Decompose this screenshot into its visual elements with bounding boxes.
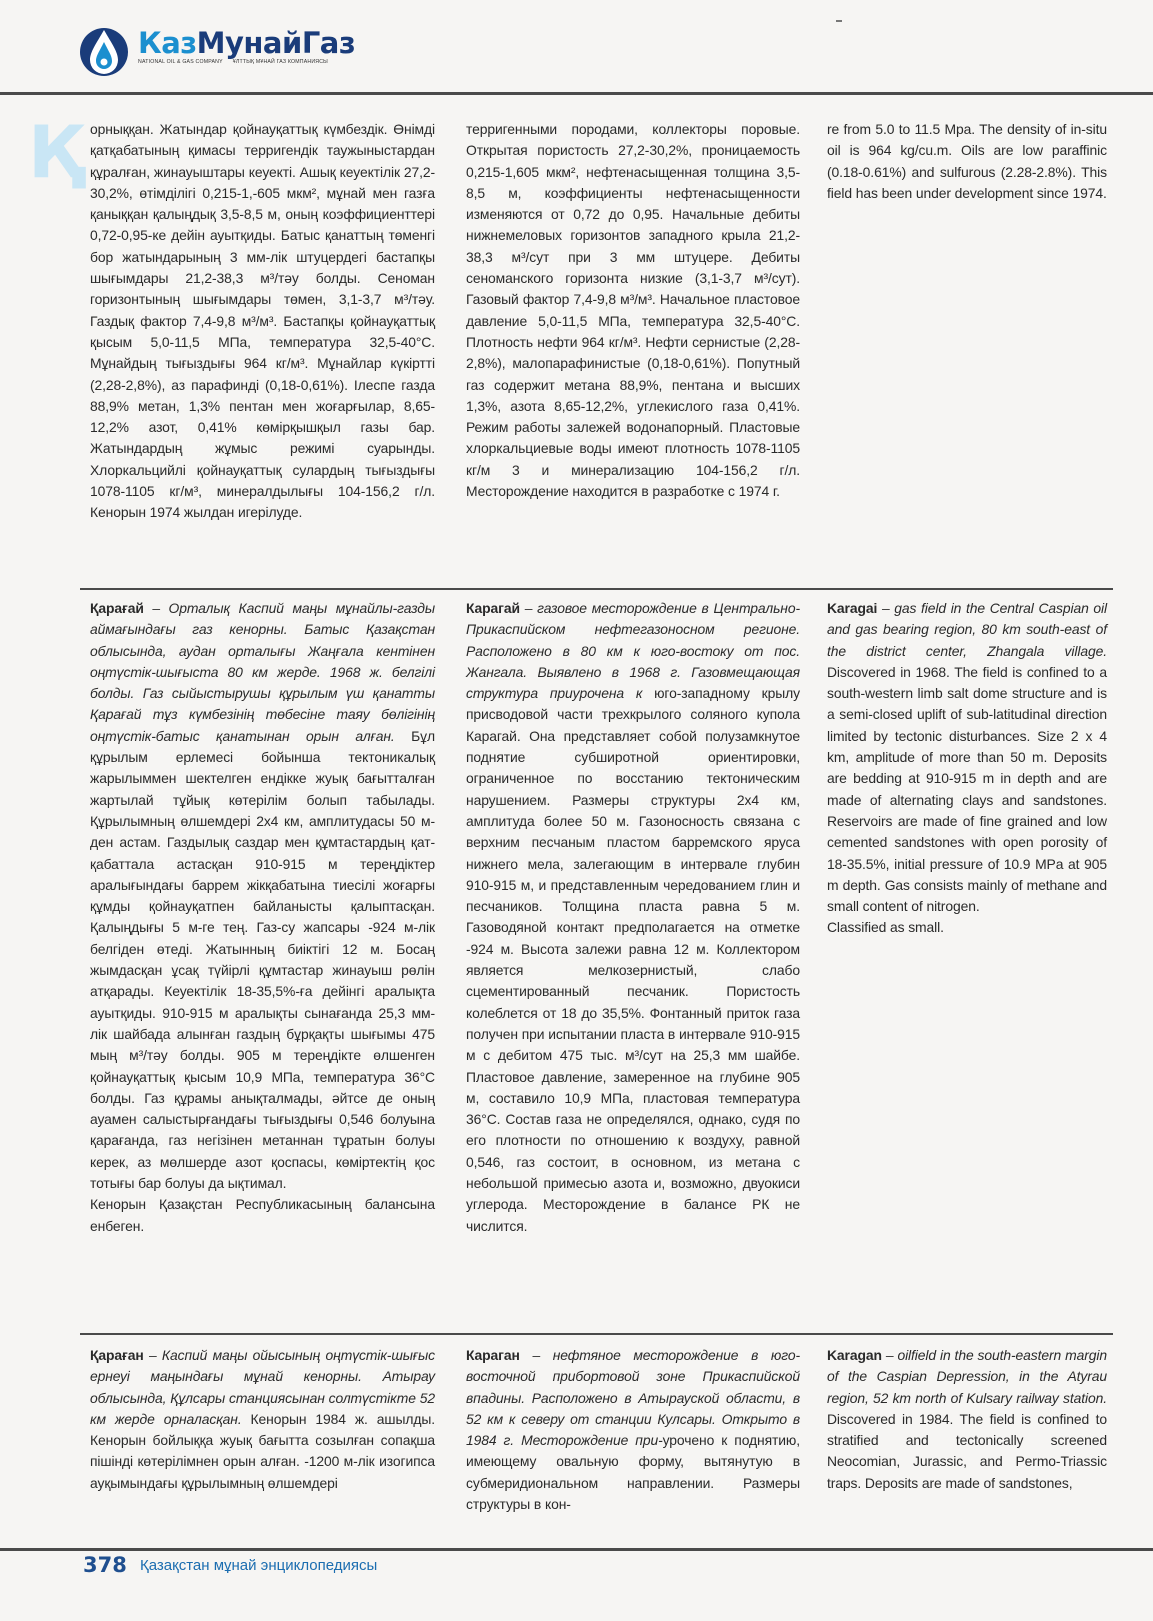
logo-subtitle bbox=[138, 59, 355, 65]
entry-intro-kz: – Орталық Каспий маңы мұнайлы-газды аймағындағы газ кенорны. Батыс Қазақстан облысында, аудан орталығы Жаңғала кентінен оңтүстік-шығыста 80 км жерде. 1968 ж. белгілі болды. Газ сыйыстырушы құрылым үш қанатты Қарағай тұз күмбезінің төбесіне таяу бөлігінің оңтүстік-батыс қанатынан орын алған. bbox=[90, 600, 435, 744]
entry-intro-en: – gas field in the Central Caspian oil and gas bearing region, 80 km south-east of the district center, Zhangala village. bbox=[827, 600, 1107, 659]
section1-ru-text: терригенными породами, коллекторы поровые. Открытая пористость 27,2-30,2%, проницаемость 0,215-1,605 мкм², нефтенасыщенная толщина 3,5-8,5 м, коэффициенты нефтенасыщенности изменяются от 0,72 до 0,95. Начальные дебиты нижнемеловых горизонтов западного крыла 21,2-38,3 м³/сут при 3 мм штуцере. Дебиты сеноманского горизонта низкие (3,1-3,7 м³/сут). Газовый фактор 7,4-9,8 м³/м³. Начальное пластовое давление 5,0-11,5 МПа, температура 32,5-40°С. Плотность нефти 964 кг/м³. Нефти сернистые (2,28-2,8%), малопарафинистые (0,18-0,61%). Попутный газ содержит метана 88,9%, пентана и высших 1,3%, азота 8,65-12,2%, углекислого газа 0,41%. Режим работы залежей водонапорный. Пластовые хлоркальциевые воды имеют плотность 1078-1105 кг/м 3 и минерализацию 104-156,2 г/л. Месторождение находится в разработке с 1974 г. bbox=[466, 121, 800, 500]
entry-body-ru: юго-западному крылу присводовой части трехкрылого соляного купола Карагай. Она представляет собой полузамкнутое поднятие субширотной ориентировки, ограниченное по восстанию тектоническим нарушением. Размеры структуры 2х4 км, амплитуда более 50 м. Газоносность связана с верхним песчаным пластом барремского яруса нижнего мела, залегающим в интервале глубин 910-915 м, и представленным чередованием глин и песчаников. Толщина пласта равна 5 м. Газоводяной контакт предполагается на отметке -924 м. Высота залежи равна 12 м. Коллектором является мелкозернистый, слабо сцементированный песчаник. Пористость колеблется от 18 до 35,5%. Фонтанный приток газа получен при испытании пласта в интервале 910-915 м с дебитом 475 тыс. м³/сут на 25,3 мм шайбе. Пластовое давление, замеренное на глубине 905 м, составило 10,9 МПа, пластовая температура 36°С. Состав газа не определялся, однако, судя по его плотности по отношению к воздуху, равной 0,546, газ состоит, в основном, из метана с небольшой примесью азота и, возможно, двуокиси углерода. Месторождение в балансе РК не числится. bbox=[466, 685, 800, 1234]
section3-en-entry bbox=[827, 1345, 1107, 1494]
logo-subtitle-kz: ҰЛТТЫҚ МҰНАЙ ГАЗ КОМПАНИЯСЫ bbox=[232, 59, 328, 65]
entry-note-en: Classified as small. bbox=[827, 919, 944, 936]
header-rule bbox=[0, 92, 1153, 95]
section2-kz-entry bbox=[90, 598, 435, 1237]
entry-title-karagan-en: Karagan bbox=[827, 1347, 882, 1363]
entry-body-kz: Бұл құрылым ерлемесі бойынша тектоникалық жарылыммен шектелген ендікке жуық бағытталған жартылай тұйық көтерілім болып табылады. Құрылымның өлшемдері 2х4 км, амплитудасы 50 м-ден астам. Газдылық саздар мен құмтастардың қат-қабаттала астасқан 910-915 м тереңдіктер аралығындағы баррем жікқабатына тиесілі жоғарғы құмды қойнауқатпен байланысты қалыптасқан. Қалыңдығы 5 м-ге тең. Газ-су жапсары -924 м-лік белгіден өтеді. Жатынның биіктігі 12 м. Босаң жымдасқан ұсақ түйірлі құмтастар жинауыш рөлін атқарады. Кеуектілік 18-35,5%-ға дейінгі аралықта ауытқиды. 910-915 м аралықты сынағанда 25,3 мм-лік шайбада алынған газдың бұрқақты шығымы 475 мың м³/тәу болды. 905 м тереңдікте өлшенген қойнауқаттық қысым 10,9 МПа, температура 36°С болды. Газ құрамы анықталмады, әйтсе де оның ауамен салыстырғандағы тығыздығы 0,546 болуына қарағанда, газ негізінен метаннан тұратын болуы керек, аз мөлшерде азот қоспасы, көміртектің қос тотығы бар болуы да ықтимал. bbox=[90, 727, 435, 1192]
section3-ru-entry bbox=[466, 1345, 800, 1515]
entry-note-kz: Кенорын Қазақстан Республикасының балансына енбеген. bbox=[90, 1196, 435, 1234]
section2-en-entry bbox=[827, 598, 1107, 939]
entry-intro-ru: – газовое месторождение в Центрально-Прикаспийском нефтегазоносном регионе. Расположено в 80 км к юго-востоку от пос. Жангала. Выявлено в 1968 г. Газовмещающая структура приурочена к bbox=[466, 600, 800, 702]
entry-body-ru: урочено к поднятию, имеющему овальную форму, вытянутую в субмеридиональном направлении. Размеры структуры в кон- bbox=[466, 1432, 801, 1513]
page-number: 378 bbox=[83, 1553, 127, 1577]
logo-title-part1: Каз bbox=[138, 26, 197, 60]
logo-subtitle-en: NATIONAL OIL & GAS COMPANY bbox=[138, 59, 223, 65]
section1-kz-text: орныққан. Жатындар қойнауқаттық күмбездік. Өнімді қатқабатының қимасы терригендік таужыныстардан құралған, жинауыштары кеуекті. Ашық кеуектілік 27,2-30,2%, өтімділігі 0,215-1,-605 мкм², мұнай мен газға қаныққан қалыңдық 3,5-8,5 м, оның коэффициенттері 0,72-0,95-ке дейін ауытқиды. Батыс қанаттың төменгі бор жатындарының 3 мм-лік штуцердегі бастапқы шығымдары 21,2-38,3 м³/тәу болды. Сеноман горизонтының шығымдары төмен, 3,1-3,7 м³/тәу. Газдық фактор 7,4-9,8 м³/м³. Бастапқы қойнауқаттық қысым 5,0-11,5 МПа, температура 32,5-40°С. Мұнайдың тығыздығы 964 кг/м³. Мұнайлар күкіртті (2,28-2,8%), аз парафинді (0,18-0,61%). Ілеспе газда 88,9% метан, 1,3% пентан мен жоғарғылар, 8,65-12,2% азот, 0,41% көмірқышқыл газы бар. Жатындардың жұмыс режимі суарынды. Хлоркальцийлі қойнауқаттық сулардың тығыздығы 1078-1105 кг/м³, минералдылығы 104-156,2 г/л. Кенорын 1974 жылдан игерілуде. bbox=[90, 121, 435, 521]
section-divider bbox=[80, 1333, 1113, 1335]
footer-title: Қазақстан мұнай энциклопедиясы bbox=[140, 1557, 378, 1574]
scan-mark bbox=[836, 20, 842, 22]
section2-ru-entry bbox=[466, 598, 800, 1237]
logo-title-part2: МунайГаз bbox=[196, 26, 356, 60]
entry-body-en: Discovered in 1968. The field is confined to a south-western limb salt dome structure and is a semi-closed uplift of sub-latitudinal direction limited by tectonic disturbances. Size 2 x 4 km, amplitude of more than 50 m. Deposits are bedding at 910-915 m in depth and are made of alternating clays and sandstones. Reservoirs are made of fine grained and low cemented sandstones with open porosity of 18-35.5%, initial pressure of 10.9 MPa at 905 m depth. Gas consists mainly of methane and small content of nitrogen. bbox=[827, 663, 1107, 915]
entry-body-kz: Кенорын 1984 ж. ашылды. Кенорын бойлыққа жуық бағытта созылған сопақша пішінді көтерілімнен орын алған. -1200 м-лік изогипса ауқымындағы құрылымның өлшемдері bbox=[90, 1410, 435, 1491]
footer-rule bbox=[0, 1548, 1153, 1551]
entry-body-en: Discovered in 1984. The field is confined to stratified and tectonically screened Neocomian, Jurassic, and Permo-Triassic traps. Deposits are made of sandstones, bbox=[827, 1410, 1107, 1491]
entry-title-karagan-ru: Караган bbox=[466, 1347, 520, 1363]
logo-text bbox=[138, 28, 355, 65]
logo-title bbox=[138, 28, 355, 58]
section-divider bbox=[80, 588, 1113, 590]
entry-intro-ru: – нефтяное месторождение в юго-восточной прибортовой зоне Прикаспийской впадины. Расположено в Атырауской области, в 52 км к северу от станции Кулсары. Открыто в 1984 г. Месторождение при- bbox=[466, 1347, 800, 1449]
entry-intro-kz: – Каспий маңы ойысының оңтүстік-шығыс ернеуі маңындағы мұнай кенорны. Атырау облысында, Құлсары станциясынан солтүстікте 52 км жерде орналасқан. bbox=[90, 1347, 435, 1427]
entry-title-karagai-ru: Карагай bbox=[466, 600, 520, 616]
entry-title-karagai-en: Karagai bbox=[827, 600, 878, 616]
watermark-letter: Қ bbox=[28, 110, 84, 194]
entry-title-karagan-kz: Қараған bbox=[90, 1347, 144, 1363]
section3-kz-entry bbox=[90, 1345, 435, 1494]
entry-title-karagai-kz: Қарағай bbox=[90, 600, 144, 616]
oil-drop-logo-icon bbox=[76, 22, 132, 78]
company-logo bbox=[76, 22, 355, 78]
entry-intro-en: – oilfield in the south-eastern margin of the Caspian Depression, in the Atyrau region, 52 km north of Kulsary railway station. bbox=[827, 1347, 1107, 1406]
section1-en-text: re from 5.0 to 11.5 Mpa. The density of in-situ oil is 964 kg/cu.m. Oils are low paraffinic (0.18-0.61%) and sulfurous (2.28-2.8%). This field has been under development since 1974. bbox=[827, 121, 1107, 201]
